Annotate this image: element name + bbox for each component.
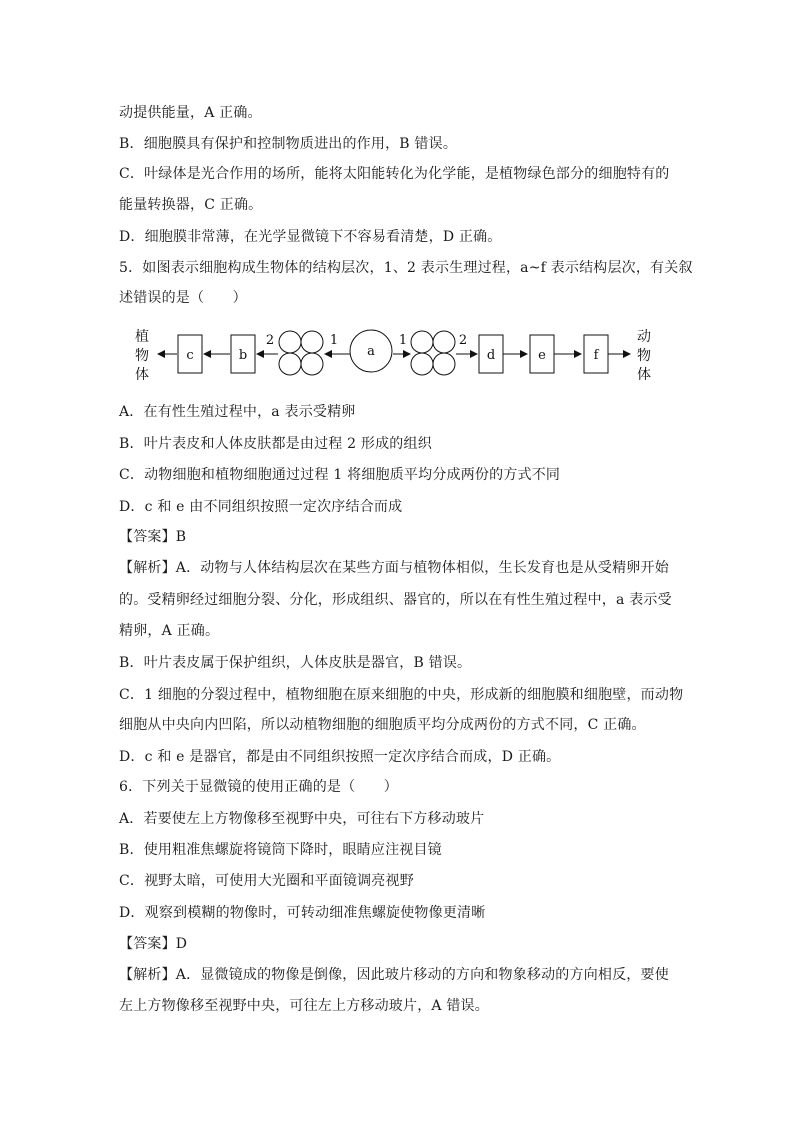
process-1-left-label: 1 bbox=[329, 333, 339, 348]
option-d: D．c 和 e 由不同组织按照一定次序结合而成 bbox=[119, 499, 403, 515]
text-line: 能量转换器，C 正确。 bbox=[119, 197, 263, 213]
analysis-line: B．叶片表皮属于保护组织，人体皮肤是器官，B 错误。 bbox=[119, 655, 472, 671]
option-b: B．使用粗准焦螺旋将镜筒下降时，眼睛应注视目镜 bbox=[119, 842, 442, 858]
analysis-line: 的。受精卵经过细胞分裂、分化，形成组织、器官的，所以在有性生殖过程中，a 表示受 bbox=[119, 592, 672, 608]
analysis-line: 精卵，A 正确。 bbox=[119, 623, 220, 639]
analysis-line: C．1 细胞的分裂过程中，植物细胞在原来细胞的中央，形成新的细胞膜和细胞壁，而动物 bbox=[119, 687, 684, 703]
analysis-line: 细胞从中央向内凹陷，所以动植物细胞的细胞质平均分成两份的方式不同，C 正确。 bbox=[119, 717, 646, 733]
cell-hierarchy-diagram bbox=[120, 318, 680, 398]
option-d: D．观察到模糊的物像时，可转动细准焦螺旋使物像更清晰 bbox=[119, 905, 486, 921]
option-a: A．在有性生殖过程中，a 表示受精卵 bbox=[119, 404, 356, 420]
process-1-right-label: 1 bbox=[398, 333, 408, 348]
option-b: B．叶片表皮和人体皮肤都是由过程 2 形成的组织 bbox=[119, 436, 432, 452]
plant-body-label-2: 物 bbox=[135, 348, 149, 364]
text-line: 动提供能量，A 正确。 bbox=[119, 105, 262, 121]
analysis-line: 【解析】A．显微镜成的物像是倒像，因此玻片移动的方向和物象移动的方向相反，要使 bbox=[119, 967, 669, 983]
option-a: A．若要使左上方物像移至视野中央，可往右下方移动玻片 bbox=[119, 811, 485, 827]
text-line: B．细胞膜具有保护和控制物质进出的作用，B 错误。 bbox=[119, 136, 458, 152]
answer-label: 【答案】D bbox=[119, 936, 188, 952]
text-line: C．叶绿体是光合作用的场所，能将太阳能转化为化学能，是植物绿色部分的细胞特有的 bbox=[119, 166, 670, 182]
analysis-line: 左上方物像移至视野中央，可往左上方移动玻片，A 错误。 bbox=[119, 998, 489, 1014]
box-f-label: f bbox=[593, 348, 599, 363]
box-e-label: e bbox=[538, 348, 546, 363]
left-cell-cluster bbox=[279, 331, 323, 375]
analysis-line: 【解析】A．动物与人体结构层次在某些方面与植物体相似，生长发育也是从受精卵开始 bbox=[119, 560, 669, 576]
question-5-stem-cont: 述错误的是（ ） bbox=[119, 290, 247, 306]
option-c: C．视野太暗，可使用大光圈和平面镜调亮视野 bbox=[119, 873, 414, 889]
animal-body-label-3: 体 bbox=[637, 367, 651, 383]
process-2-right-label: 2 bbox=[458, 333, 468, 348]
circle-a-label: a bbox=[367, 344, 375, 359]
plant-body-label-3: 体 bbox=[135, 367, 149, 383]
animal-body-label-1: 动 bbox=[637, 329, 651, 345]
answer-label: 【答案】B bbox=[119, 529, 187, 545]
analysis-line: D．c 和 e 是器官，都是由不同组织按照一定次序结合而成，D 正确。 bbox=[119, 749, 561, 765]
box-b-label: b bbox=[238, 348, 248, 363]
plant-body-label-1: 植 bbox=[135, 329, 149, 345]
animal-body-label-2: 物 bbox=[637, 348, 651, 364]
option-c: C．动物细胞和植物细胞通过过程 1 将细胞质平均分成两份的方式不同 bbox=[119, 467, 561, 483]
box-d-label: d bbox=[486, 348, 496, 363]
question-5-stem: 5．如图表示细胞构成生物体的结构层次，1、2 表示生理过程，a~f 表示结构层次，有关叙 bbox=[119, 260, 693, 276]
question-6-stem: 6．下列关于显微镜的使用正确的是（ ） bbox=[119, 779, 398, 795]
text-line: D．细胞膜非常薄，在光学显微镜下不容易看清楚，D 正确。 bbox=[119, 229, 502, 245]
process-2-left-label: 2 bbox=[265, 333, 275, 348]
box-c-label: c bbox=[186, 348, 194, 363]
right-cell-cluster bbox=[411, 331, 455, 375]
